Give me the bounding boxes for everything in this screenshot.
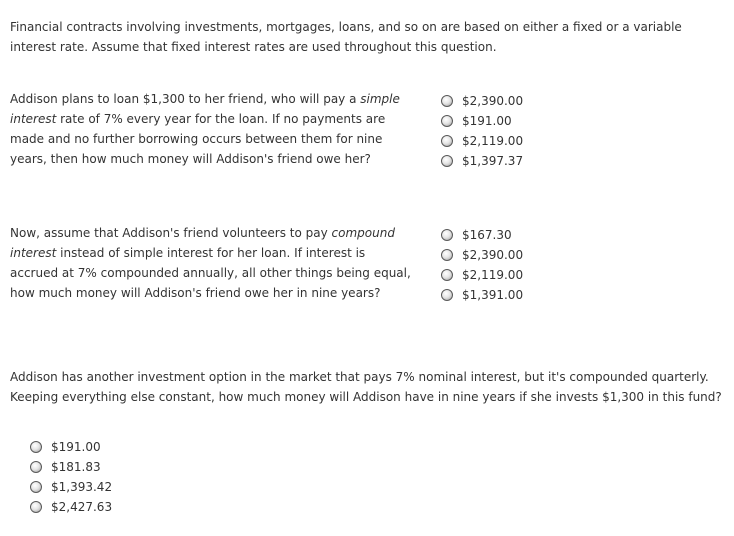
option-label: $1,391.00 <box>462 288 524 302</box>
question-1-text <box>10 89 415 169</box>
question-2-options <box>441 225 523 305</box>
question-intro: Financial contracts involving investments, mortgages, loans, and so on are based on either a fixed or a variable interest rate. Assume that fixed interest rates are used throughout this question. <box>10 20 682 54</box>
question-1-option-4[interactable] <box>441 151 523 171</box>
question-1-options <box>441 91 523 171</box>
option-label: $1,393.42 <box>51 480 113 494</box>
option-label: $181.83 <box>51 460 101 474</box>
option-label: $2,390.00 <box>462 94 524 108</box>
question-2-text <box>10 223 415 303</box>
question-2-option-1[interactable] <box>441 225 523 245</box>
question-2-text-b: instead of simple interest for her loan. If interest is accrued at 7% compounded annually, all other things being equal, how much money will Addison's friend owe her in nine years? <box>10 246 411 300</box>
option-label: $2,119.00 <box>462 134 524 148</box>
radio-button-icon[interactable] <box>441 269 453 281</box>
question-3-option-4[interactable] <box>30 497 112 517</box>
question-3-option-1[interactable] <box>30 437 112 457</box>
question-2-option-3[interactable] <box>441 265 523 285</box>
radio-button-icon[interactable] <box>30 481 42 493</box>
radio-button-icon[interactable] <box>441 249 453 261</box>
radio-button-icon[interactable] <box>441 135 453 147</box>
radio-button-icon[interactable] <box>30 501 42 513</box>
question-1-option-1[interactable] <box>441 91 523 111</box>
radio-button-icon[interactable] <box>441 229 453 241</box>
question-2-emphasis: compound interest <box>10 226 395 260</box>
option-label: $191.00 <box>51 440 101 454</box>
question-3-option-2[interactable] <box>30 457 112 477</box>
question-1-option-2[interactable] <box>441 111 523 131</box>
option-label: $2,119.00 <box>462 268 524 282</box>
radio-button-icon[interactable] <box>441 95 453 107</box>
option-label: $167.30 <box>462 228 512 242</box>
radio-button-icon[interactable] <box>30 461 42 473</box>
question-2-option-4[interactable] <box>441 285 523 305</box>
question-1-text-a: Addison plans to loan $1,300 to her friend, who will pay a <box>10 92 361 106</box>
radio-button-icon[interactable] <box>30 441 42 453</box>
option-label: $2,427.63 <box>51 500 113 514</box>
radio-button-icon[interactable] <box>441 115 453 127</box>
question-3-text: Addison has another investment option in the market that pays 7% nominal interest, but it's compounded quarterly. Keeping everything else constant, how much money will Addison have in nine years if she invests $1,300 in this fund? <box>10 370 722 404</box>
question-1-text-b: rate of 7% every year for the loan. If no payments are made and no further borrowing occurs between them for nine years, then how much money will Addison's friend owe her? <box>10 112 386 166</box>
question-1-option-3[interactable] <box>441 131 523 151</box>
option-label: $2,390.00 <box>462 248 524 262</box>
radio-button-icon[interactable] <box>441 155 453 167</box>
question-3-option-3[interactable] <box>30 477 112 497</box>
radio-button-icon[interactable] <box>441 289 453 301</box>
question-2-text-a: Now, assume that Addison's friend volunteers to pay <box>10 226 332 240</box>
question-3-options <box>30 437 112 517</box>
option-label: $1,397.37 <box>462 154 524 168</box>
question-2-option-2[interactable] <box>441 245 523 265</box>
question-1-emphasis: simple interest <box>10 92 400 126</box>
option-label: $191.00 <box>462 114 512 128</box>
